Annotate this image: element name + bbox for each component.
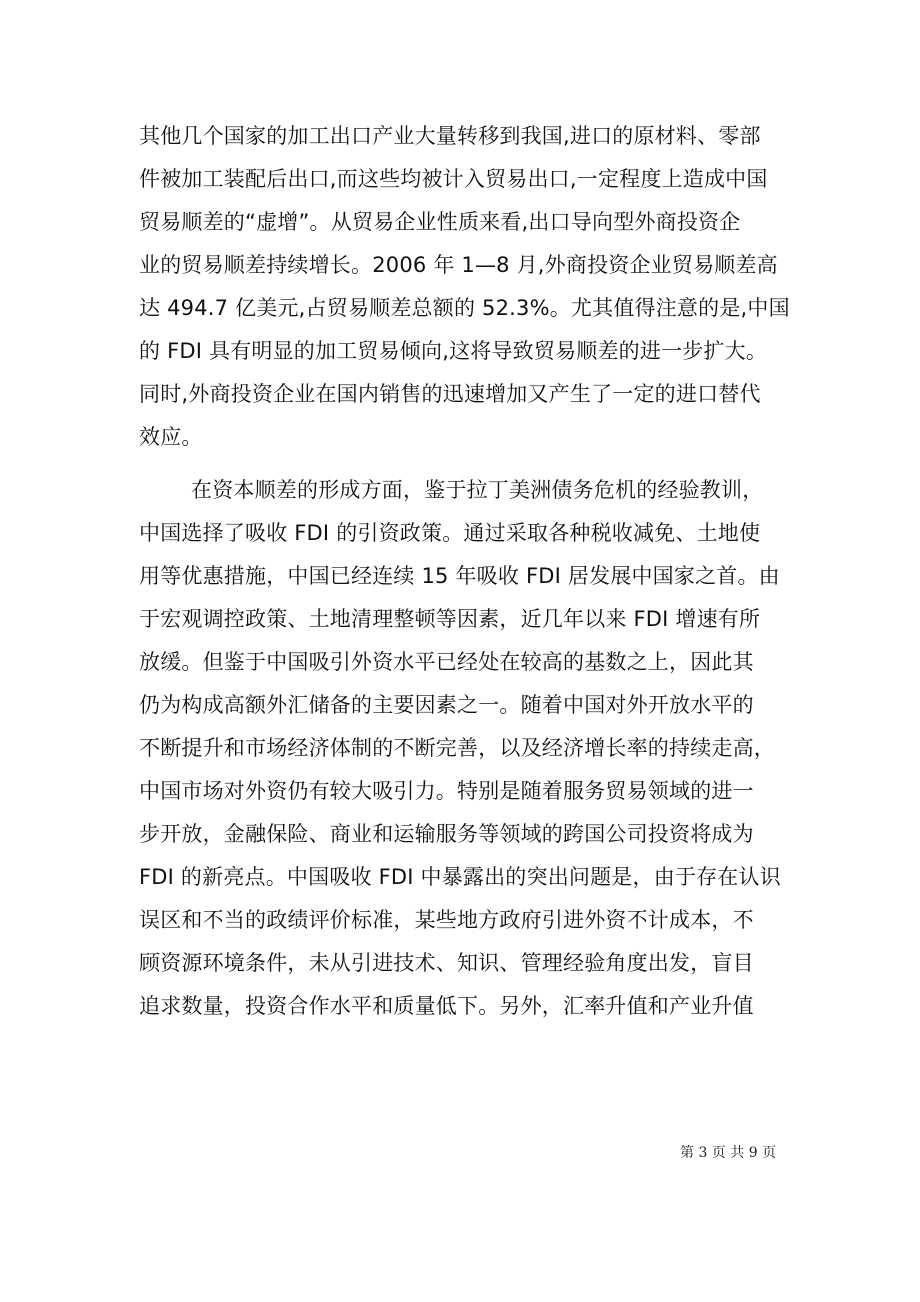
text-line: 贸易顺差的“虚增”。从贸易企业性质来看,出口导向型外商投资企	[139, 210, 741, 234]
text-line: 于宏观调控政策、土地清理整顿等因素，近几年以来 FDI 增速有所	[139, 607, 761, 631]
paragraph-capital-surplus	[139, 469, 789, 1028]
text-line: 的 FDI 具有明显的加工贸易倾向,这将导致贸易顺差的进一步扩大。	[139, 339, 768, 363]
text-line: 同时,外商投资企业在国内销售的迅速增加又产生了一定的进口替代	[139, 382, 761, 406]
text-line: 用等优惠措施，中国已经连续 15 年吸收 FDI 居发展中国家之首。由	[139, 564, 780, 588]
text-line: 件被加工装配后出口,而这些均被计入贸易出口,一定程度上造成中国	[139, 167, 768, 191]
text-line: 追求数量，投资合作水平和质量低下。另外，汇率升值和产业升值	[139, 994, 754, 1018]
text-line: 在资本顺差的形成方面，鉴于拉丁美洲债务危机的经验教训，	[191, 478, 764, 502]
body-text	[139, 115, 789, 1028]
text-line: 效应。	[139, 425, 203, 449]
text-line: 误区和不当的政绩评价标准，某些地方政府引进外资不计成本，不	[139, 908, 754, 932]
page-number: 第 3 页 共 9 页	[680, 1145, 777, 1161]
text-line: 中国选择了吸收 FDI 的引资政策。通过采取各种税收减免、土地使	[139, 521, 761, 545]
text-line: FDI 的新亮点。中国吸收 FDI 中暴露出的突出问题是，由于存在认识	[139, 865, 781, 889]
text-line: 仍为构成高额外汇储备的主要因素之一。随着中国对外开放水平的	[139, 693, 754, 717]
text-line: 顾资源环境条件，未从引进技术、知识、管理经验角度出发，盲目	[139, 951, 754, 975]
text-line: 不断提升和市场经济体制的不断完善，以及经济增长率的持续走高，	[139, 736, 775, 760]
text-line: 中国市场对外资仍有较大吸引力。特别是随着服务贸易领域的进一	[139, 779, 754, 803]
paragraph-trade-surplus	[139, 115, 789, 459]
text-line: 达 494.7 亿美元,占贸易顺差总额的 52.3%。尤其值得注意的是,中国	[139, 296, 790, 320]
text-line: 放缓。但鉴于中国吸引外资水平已经处在较高的基数之上，因此其	[139, 650, 754, 674]
text-line: 其他几个国家的加工出口产业大量转移到我国,进口的原材料、零部	[139, 124, 761, 148]
text-line: 步开放，金融保险、商业和运输服务等领域的跨国公司投资将成为	[139, 822, 754, 846]
text-line: 业的贸易顺差持续增长。2006 年 1—8 月,外商投资企业贸易顺差高	[139, 253, 778, 277]
